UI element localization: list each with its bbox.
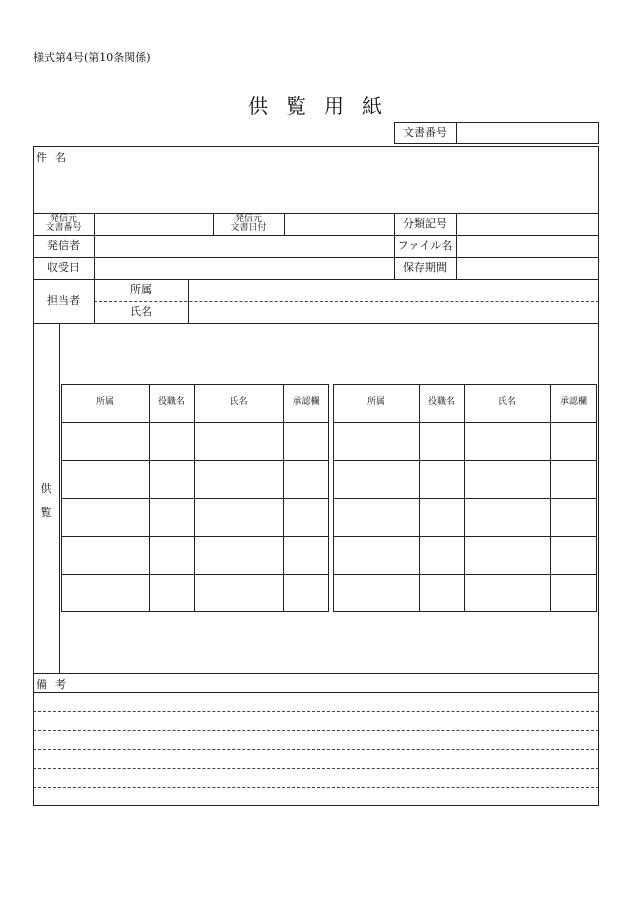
circulation-cell-left[interactable]: [196, 538, 281, 572]
sender-label: 発信者: [47, 239, 80, 253]
form-id: 様式第4号(第10条関係): [33, 51, 151, 64]
circulation-cell-left[interactable]: [63, 500, 147, 534]
circulation-header-left: 所属: [95, 397, 114, 408]
doc-number-field[interactable]: [458, 124, 597, 142]
sender-doc-date-field[interactable]: [286, 215, 392, 233]
subject-field[interactable]: [34, 164, 598, 212]
circulation-cell-left[interactable]: [151, 538, 192, 572]
circulation-cell-right[interactable]: [466, 500, 548, 534]
name-label: 氏名: [130, 305, 152, 319]
circulation-cell-right[interactable]: [466, 576, 548, 610]
circulation-label: 供 覧: [40, 482, 52, 519]
circulation-cell-right[interactable]: [421, 538, 462, 572]
classification-label: 分類記号: [403, 217, 447, 231]
circulation-cell-right[interactable]: [421, 500, 462, 534]
circulation-cell-left[interactable]: [285, 538, 327, 572]
received-date-label: 収受日: [47, 261, 80, 275]
row-divider: [61, 536, 329, 537]
circulation-cell-left[interactable]: [151, 462, 192, 496]
circulation-cell-left[interactable]: [285, 500, 327, 534]
row-divider: [61, 422, 329, 423]
circulation-header-right: 役職名: [427, 397, 455, 408]
row-divider: [61, 460, 329, 461]
row-divider: [333, 536, 597, 537]
circulation-cell-right[interactable]: [466, 538, 548, 572]
circulation-cell-left[interactable]: [63, 576, 147, 610]
sender-doc-number-label: 発信元 文書番号: [45, 213, 82, 233]
circulation-cell-left[interactable]: [285, 424, 327, 458]
person-in-charge-label: 担当者: [47, 294, 80, 308]
circulation-cell-left[interactable]: [196, 462, 281, 496]
retention-label: 保存期間: [403, 261, 447, 275]
sender-doc-date-label: 発信元 文書日付: [230, 213, 267, 233]
circulation-header-right: 所属: [366, 397, 385, 408]
circulation-header-right: 承認欄: [559, 397, 587, 408]
row-divider: [333, 460, 597, 461]
circulation-cell-left[interactable]: [151, 500, 192, 534]
circulation-cell-right[interactable]: [552, 462, 595, 496]
file-name-label: ファイル名: [397, 239, 453, 253]
circulation-header-left: 氏名: [229, 397, 248, 408]
retention-field[interactable]: [458, 259, 597, 277]
circulation-header-left: 承認欄: [292, 397, 320, 408]
affiliation-field[interactable]: [190, 281, 597, 299]
circulation-header-right: 氏名: [497, 397, 516, 408]
circulation-cell-right[interactable]: [421, 576, 462, 610]
circulation-cell-right[interactable]: [466, 424, 548, 458]
affiliation-label: 所属: [130, 283, 152, 297]
circulation-cell-left[interactable]: [63, 538, 147, 572]
circulation-cell-right[interactable]: [335, 500, 417, 534]
circulation-cell-left[interactable]: [196, 576, 281, 610]
row-divider: [333, 574, 597, 575]
name-field[interactable]: [190, 303, 597, 321]
classification-field[interactable]: [458, 215, 597, 233]
circulation-cell-left[interactable]: [63, 462, 147, 496]
remarks-label: 備 考: [36, 678, 66, 691]
circulation-cell-left[interactable]: [285, 576, 327, 610]
circulation-cell-left[interactable]: [196, 424, 281, 458]
circulation-cell-left[interactable]: [285, 462, 327, 496]
circulation-cell-right[interactable]: [552, 538, 595, 572]
circulation-cell-right[interactable]: [335, 462, 417, 496]
page-title: 供 覧 用 紙: [248, 94, 382, 118]
doc-number-label: 文書番号: [403, 126, 447, 140]
sender-field[interactable]: [96, 237, 392, 255]
row-divider: [333, 498, 597, 499]
subject-label: 件 名: [36, 151, 66, 164]
circulation-header-left: 役職名: [157, 397, 185, 408]
row-divider: [61, 498, 329, 499]
circulation-cell-right[interactable]: [552, 424, 595, 458]
circulation-cell-left[interactable]: [151, 424, 192, 458]
circulation-cell-right[interactable]: [421, 462, 462, 496]
file-name-field[interactable]: [458, 237, 597, 255]
circulation-cell-right[interactable]: [421, 424, 462, 458]
circulation-cell-right[interactable]: [335, 424, 417, 458]
circulation-cell-right[interactable]: [552, 500, 595, 534]
row-divider: [61, 574, 329, 575]
circulation-cell-left[interactable]: [196, 500, 281, 534]
row-divider: [333, 422, 597, 423]
circulation-cell-left[interactable]: [151, 576, 192, 610]
circulation-cell-left[interactable]: [63, 424, 147, 458]
received-date-field[interactable]: [96, 259, 392, 277]
circulation-cell-right[interactable]: [335, 538, 417, 572]
circulation-cell-right[interactable]: [466, 462, 548, 496]
sender-doc-number-field[interactable]: [96, 215, 211, 233]
circulation-cell-right[interactable]: [335, 576, 417, 610]
circulation-cell-right[interactable]: [552, 576, 595, 610]
